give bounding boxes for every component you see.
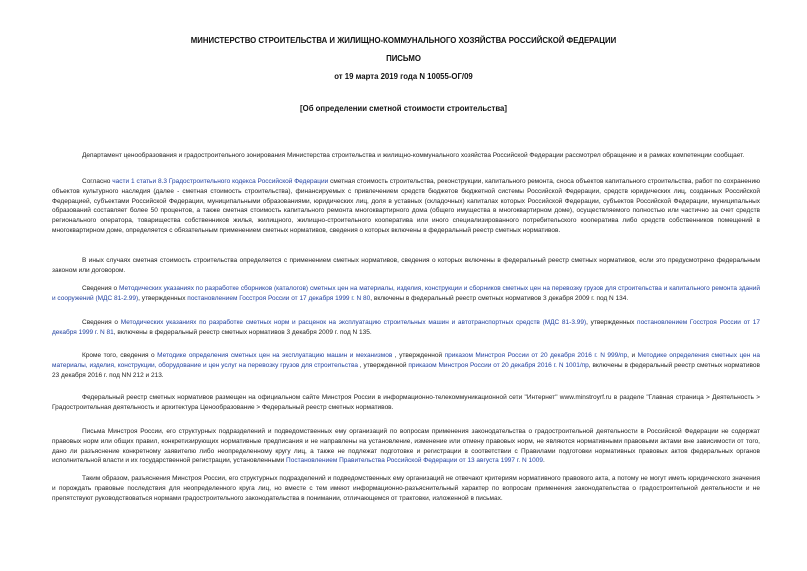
link-order-1001[interactable]: приказом Минстроя России от 20 декабря 2016 г. N 1001/пр	[408, 361, 589, 369]
link-mds-81-3-99[interactable]: Методических указаниях по разработке сметных норм и расценок на эксплуатацию строительных машин и автотранспортных средств (МДС 81-3.99)	[120, 319, 587, 326]
paragraph-9	[52, 474, 760, 503]
paragraph-6-text-d: , утвержденной	[357, 361, 409, 369]
paragraph-4	[52, 284, 760, 304]
paragraph-5-text-c: , включены в федеральный реестр сметных нормативов 3 декабря 2009 г. под N 135.	[113, 328, 372, 336]
link-materials-price-method[interactable]: Методике определения сметных цен на материалы, изделия, конструкции, оборудование и цен услуг на перевозку грузов для строительства	[52, 352, 761, 369]
paragraph-2-text-b: сметная стоимость строительства, реконструкции, капитального ремонта, сноса объектов капитального строительства, работ по сохранению объектов культурного наследия (далее - сметная стоимость строительства), финансируемых с привлечением средств бюджетов бюджетной системы Российской Федерации, средств юридических лиц, созданных Российской Федерацией, субъектами Российской Федерации, муниципальными образованиями, юридических лиц, доля в уставных (складочных) капиталах которых Российской Федерации, субъектов Российской Федерации, муниципальных образований составляет более 50 процентов, а также сметная стоимость капитального ремонта многоквартирного дома (общего имущества в многоквартирном доме), осуществляемого полностью или частично за счет средств регионального оператора, товарищества собственников жилья, жилищного, жилищно-строительного кооператива или иного специализированного потребительского кооператива либо средств собственников помещений в многоквартирном доме, определяется с обязательным применением сметных нормативов, сведения о которых включены в федеральный реестр сметных нормативов.	[52, 178, 760, 234]
link-gosstroy-decree-80[interactable]: постановлением Госстроя России от 17 декабря 1999 г. N 80	[187, 294, 371, 302]
link-government-decree-1009[interactable]: Постановлением Правительства Российской Федерации от 13 августа 1997 г. N 1009	[286, 457, 543, 465]
document-type: ПИСЬМО	[386, 54, 421, 63]
paragraph-2	[52, 177, 760, 236]
paragraph-6-text-e: , включены в федеральный реестр сметных нормативов 23 декабря 2016 г. под NN 212 и 213.	[52, 361, 760, 379]
link-gosstroy-decree-81[interactable]: постановлением Госстроя России от 17 декабря 1999 г. N 81	[52, 319, 760, 336]
link-grad-code-art-8-3[interactable]: части 1 статьи 8.3 Градостроительного кодекса Российской Федерации	[112, 178, 329, 185]
paragraph-4-text-a: Сведения о	[82, 285, 120, 292]
paragraph-2-text-a: Согласно	[82, 178, 113, 185]
paragraph-1-text: Департамент ценообразования и градостроительного зонирования Министерства строительства и жилищно-коммунального хозяйства Российской Федерации рассмотрел обращение и в рамках компетенции сообщает.	[82, 152, 745, 159]
paragraph-8-text-b: .	[543, 457, 545, 465]
paragraph-5-text-b: , утвержденных	[586, 319, 638, 326]
paragraph-4-text-b: , утвержденных	[138, 294, 188, 302]
link-machine-price-method[interactable]: Методике определения сметных цен на эксплуатацию машин и механизмов	[157, 352, 393, 359]
ministry-title: МИНИСТЕРСТВО СТРОИТЕЛЬСТВА И ЖИЛИЩНО-КОММУНАЛЬНОГО ХОЗЯЙСТВА РОССИЙСКОЙ ФЕДЕРАЦИИ	[190, 36, 617, 45]
paragraph-8	[52, 427, 760, 466]
paragraph-7-text: Федеральный реестр сметных нормативов размещен на официальном сайте Минстроя России в информационно-телекоммуникационной сети "Интернет" www.minstroyrf.ru в разделе "Главная страница > Деятельность > Градостроительная деятельность и архитектура Ценообразование > Федеральный реестр сметных нормативов.	[52, 394, 760, 411]
paragraph-4-text-c: , включены в федеральный реестр сметных нормативов 3 декабря 2009 г. под N 134.	[370, 294, 629, 302]
document-subject: [Об определении сметной стоимости строительства]	[300, 104, 507, 113]
paragraph-5-text-a: Сведения о	[82, 319, 121, 326]
paragraph-1	[52, 151, 760, 161]
link-order-999[interactable]: приказом Минстроя России от 20 декабря 2016 г. N 999/пр	[444, 352, 628, 359]
link-mds-81-2-99[interactable]: Методических указаниях по разработке сборников (каталогов) сметных цен на материалы, изделия, конструкции и сборников сметных цен на перевозку грузов для строительства и капитального ремонта зданий и сооружений (МДС 81-2.99)	[52, 285, 760, 302]
paragraph-6-text-b: , утвержденной	[392, 352, 445, 359]
document-date-number: от 19 марта 2019 года N 10055-ОГ/09	[334, 72, 473, 81]
paragraph-9-text: Таким образом, разъяснения Минстроя России, его структурных подразделений и подведомственных ему организаций не отвечают критериям нормативного правового акта, а потому не могут иметь юридического значения и порождать правовые последствия для неопределенного круга лиц, но вместе с тем имеют информационно-разъяснительный характер по вопросам применения законодательства о градостроительной деятельности и не препятствуют руководствоваться нормами градостроительного законодательства в понимании, отличающемся от трактовки, изложенной в письмах.	[52, 475, 760, 502]
paragraph-5	[52, 318, 760, 338]
paragraph-7	[52, 393, 760, 413]
paragraph-6-text-a: Кроме того, сведения о	[82, 352, 158, 359]
paragraph-8-text-a: Письма Минстроя России, его структурных подразделений и подведомственных ему организаций по вопросам применения законодательства о градостроительной деятельности в Российской Федерации не содержат правовых норм или общих правил, конкретизирующих нормативные предписания и не направлены на установление, изменение или отмену правовых норм, не являются нормативными правовыми актами вне зависимости от того, дано ли разъяснение конкретному заявителю либо неопределенному кругу лиц, а также не подлежат подготовке и регистрации в соответствии с Правилами подготовки нормативных правовых актов федеральных органов исполнительной власти и их государственной регистрации, установленными	[52, 428, 760, 465]
paragraph-3-text: В иных случаях сметная стоимость строительства определяется с применением сметных нормативов, сведения о которых включены в федеральный реестр сметных нормативов, если это предусмотрено федеральным законом или договором.	[52, 257, 760, 274]
paragraph-6	[52, 351, 760, 380]
paragraph-6-text-c: , и	[627, 352, 638, 359]
paragraph-3	[52, 256, 760, 276]
